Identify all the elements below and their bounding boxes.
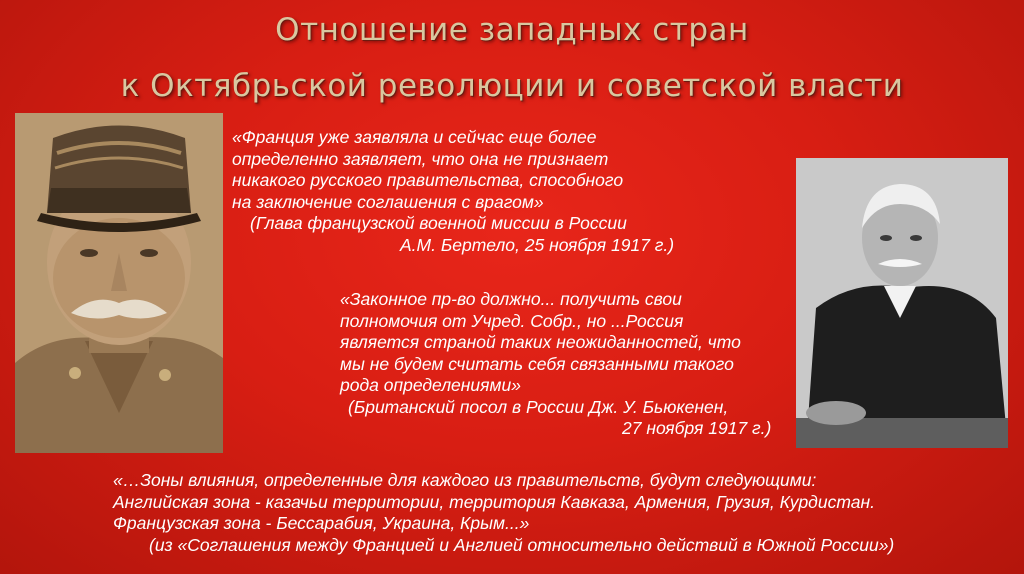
quote-attribution: (из «Соглашения между Францией и Англией относительно действий в Южной России») — [149, 534, 895, 555]
quote-attribution: А.М. Бертело, 25 ноября 1917 г.) — [400, 234, 675, 255]
portrait-left — [15, 113, 223, 453]
quote-berthelot — [232, 127, 752, 256]
quote-line: Английская зона - казачьи территории, территория Кавказа, Армения, Грузия, Курдистан. — [113, 491, 875, 512]
slide-title-line-2: к Октябрьской революции и советской власти — [120, 68, 904, 104]
quote-buchanan — [340, 289, 800, 440]
portrait-ambassador-buchanan-icon — [796, 158, 1008, 448]
quote-line: на заключение соглашения с врагом» — [232, 191, 544, 212]
quote-line: определенно заявляет, что она не признает — [232, 148, 609, 169]
slide-title-line-1: Отношение западных стран — [275, 12, 749, 48]
quote-line: рода определениями» — [340, 375, 521, 395]
quote-line: «Законное пр-во должно... получить свои — [340, 289, 682, 309]
quote-line: Французская зона - Бессарабия, Украина, Крым...» — [113, 513, 530, 533]
quote-line: является страной таких неожиданностей, что — [340, 332, 741, 352]
quote-line: полномочия от Учред. Собр., но ...Россия — [340, 310, 684, 331]
portrait-general-berthelot-icon — [15, 113, 223, 453]
quote-line: никакого русского правительства, способного — [232, 170, 624, 190]
portrait-right — [796, 158, 1008, 448]
quote-attribution: 27 ноября 1917 г.) — [622, 418, 772, 438]
quote-agreement — [113, 470, 1013, 556]
quote-attribution: (Глава французской военной миссии в России — [250, 213, 627, 233]
quote-attribution: (Британский посол в России Дж. У. Бьюкенен, — [348, 396, 729, 417]
quote-line: мы не будем считать себя связанными такого — [340, 353, 734, 374]
quote-line: «Франция уже заявляла и сейчас еще более — [232, 127, 597, 147]
quote-line: «…Зоны влияния, определенные для каждого из правительств, будут следующими: — [113, 470, 817, 490]
